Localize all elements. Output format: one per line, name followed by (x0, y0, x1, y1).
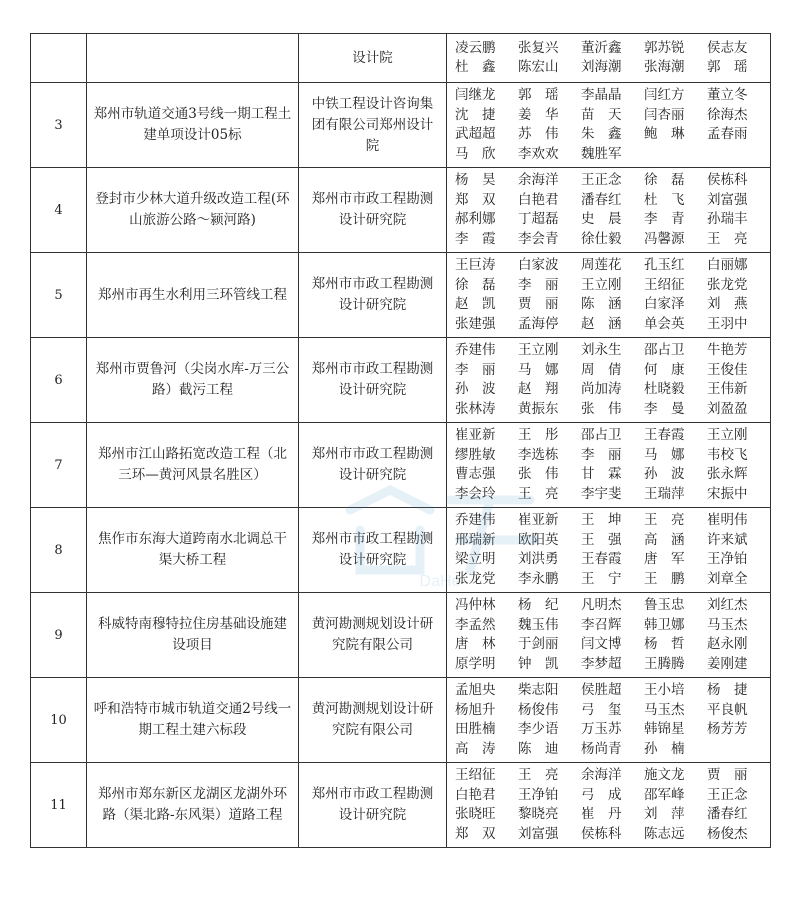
project-name: 郑州市江山路拓宽改造工程（北三环—黄河风景名胜区） (87, 423, 299, 508)
project-name: 登封市少林大道升级改造工程(环山旅游公路～颍河路) (87, 168, 299, 253)
row-number: 10 (31, 678, 87, 763)
participant-names (447, 593, 771, 678)
participant-name: 张复兴 (518, 39, 559, 56)
participant-name: 李 霞 (455, 230, 496, 247)
participant-name: 闫继龙 (455, 87, 496, 103)
awards-table-body (31, 34, 771, 848)
participant-name: 闫文博 (581, 636, 622, 652)
participant-name: 马 娜 (518, 361, 559, 378)
participant-name: 李选栋 (518, 446, 559, 463)
participant-name: 王立刚 (707, 427, 748, 443)
participant-name: 王正念 (581, 172, 622, 188)
participant-name: 白丽娜 (707, 257, 748, 273)
organization-name: 郑州市市政工程勘测设计研究院 (299, 508, 447, 593)
participant-name: 凌云鹏 (455, 39, 496, 56)
row-number: 5 (31, 253, 87, 338)
participant-name: 崔亚新 (518, 512, 559, 528)
participant-name: 苏 伟 (518, 126, 559, 142)
participant-name: 单会英 (644, 315, 685, 332)
participant-name: 韦校飞 (707, 446, 748, 463)
participant-name: 徐 磊 (455, 276, 496, 293)
participant-name: 王小培 (644, 682, 685, 698)
participant-name: 张龙党 (455, 570, 496, 587)
row-number: 6 (31, 338, 87, 423)
participant-name: 沈 捷 (455, 106, 496, 123)
participant-name: 王净铂 (518, 786, 559, 803)
participant-name: 王 鹏 (644, 570, 685, 587)
participant-name: 侯胜超 (581, 682, 622, 698)
participant-name: 姜 华 (518, 106, 559, 123)
participant-name: 王净铂 (707, 551, 748, 567)
participant-name: 白艳君 (518, 191, 559, 208)
participant-name: 朱 鑫 (581, 126, 622, 142)
participant-name: 王瑞萍 (644, 485, 685, 502)
participant-name: 李会青 (518, 230, 559, 247)
participant-name: 李召辉 (581, 616, 622, 633)
participant-name: 张龙党 (707, 276, 748, 293)
participant-name: 杨 捷 (707, 682, 748, 698)
participant-name: 刘富强 (707, 191, 748, 208)
participant-name: 李会玲 (455, 485, 496, 502)
awards-table (30, 33, 771, 848)
table-row (31, 678, 771, 763)
names-grid (455, 766, 770, 844)
participant-name: 杨旭升 (455, 701, 496, 718)
participant-name: 宋振中 (707, 485, 748, 502)
participant-name: 苗 天 (581, 106, 622, 123)
participant-name: 张 伟 (518, 466, 559, 482)
participant-name: 黄振东 (518, 400, 559, 417)
participant-name: 魏玉伟 (518, 616, 559, 633)
participant-name: 刘盈盈 (707, 400, 748, 417)
participant-name: 王正念 (707, 786, 748, 803)
participant-name: 李 青 (644, 211, 685, 227)
project-name (87, 34, 299, 83)
organization-name: 郑州市市政工程勘测设计研究院 (299, 338, 447, 423)
table-row (31, 763, 771, 848)
participant-name: 刘洪勇 (518, 551, 559, 567)
participant-name: 李欢欢 (518, 145, 559, 162)
participant-name: 闫红方 (644, 87, 685, 103)
participant-name: 张 伟 (581, 400, 622, 417)
participant-name: 刘红杰 (707, 597, 748, 613)
participant-name: 孟海停 (518, 315, 559, 332)
table-row (31, 593, 771, 678)
participant-name: 王羽中 (707, 315, 748, 332)
names-grid (455, 341, 770, 419)
table-row (31, 253, 771, 338)
participant-name: 侯栋科 (581, 825, 622, 842)
watermark-text: DaHe (419, 573, 461, 590)
participant-name: 乔建伟 (455, 342, 496, 358)
participant-name: 李晶晶 (581, 87, 622, 103)
organization-name: 郑州市市政工程勘测设计研究院 (299, 253, 447, 338)
participant-name: 李少语 (518, 721, 559, 737)
participant-name: 王绍征 (644, 276, 685, 293)
participant-names (447, 763, 771, 848)
participant-name: 余海洋 (581, 767, 622, 783)
participant-name: 李 丽 (581, 446, 622, 463)
participant-name: 弓 玺 (581, 701, 622, 718)
participant-name: 杜 飞 (644, 191, 685, 208)
participant-name: 王 彤 (518, 427, 559, 443)
participant-name: 杜 鑫 (455, 59, 496, 75)
participant-name: 孟春雨 (707, 126, 748, 142)
names-grid (455, 256, 770, 334)
participant-name: 徐仕毅 (581, 230, 622, 247)
participant-name: 杨 哲 (644, 636, 685, 652)
participant-name: 李梦超 (581, 655, 622, 672)
project-name: 郑州市郑东新区龙湖区龙湖外环路（渠北路-东风渠）道路工程 (87, 763, 299, 848)
participant-name: 贾 丽 (518, 296, 559, 312)
participant-name: 陈 迪 (518, 740, 559, 757)
participant-name: 贾 丽 (707, 767, 748, 783)
participant-name: 王 亮 (518, 485, 559, 502)
participant-name: 于剑丽 (518, 636, 559, 652)
participant-names (447, 678, 771, 763)
participant-name: 王 亮 (644, 512, 685, 528)
names-grid (455, 171, 770, 249)
participant-name: 邢瑞新 (455, 531, 496, 548)
participant-name: 李孟然 (455, 616, 496, 633)
participant-name: 郑 双 (455, 191, 496, 208)
participant-name: 孟旭央 (455, 682, 496, 698)
participant-name: 赵 翔 (518, 381, 559, 397)
organization-name: 黄河勘测规划设计研究院有限公司 (299, 678, 447, 763)
row-number: 3 (31, 83, 87, 168)
participant-name: 张永辉 (707, 466, 748, 482)
participant-name: 平良帆 (707, 701, 748, 718)
names-grid (455, 86, 770, 164)
participant-name: 孙瑞丰 (707, 211, 748, 227)
participant-name: 孙 波 (644, 466, 685, 482)
participant-name: 白家波 (518, 257, 559, 273)
participant-name: 李 丽 (455, 361, 496, 378)
participant-name: 王绍征 (455, 767, 496, 783)
participant-name: 王俊佳 (707, 361, 748, 378)
participant-name: 张建强 (455, 315, 496, 332)
participant-name: 杨俊伟 (518, 701, 559, 718)
participant-name: 侯栋科 (707, 172, 748, 188)
project-name: 郑州市再生水利用三环管线工程 (87, 253, 299, 338)
participant-name: 乔建伟 (455, 512, 496, 528)
participant-name: 弓 成 (581, 786, 622, 803)
participant-names (447, 83, 771, 168)
participant-name: 鲁玉忠 (644, 597, 685, 613)
names-grid (455, 596, 770, 674)
organization-name: 设计院 (299, 34, 447, 83)
participant-name: 尚加涛 (581, 381, 622, 397)
table-row (31, 508, 771, 593)
participant-name: 李永鹏 (518, 570, 559, 587)
participant-name: 鲍 琳 (644, 126, 685, 142)
participant-name: 王立刚 (518, 342, 559, 358)
participant-name: 刘章全 (707, 570, 748, 587)
participant-names (447, 253, 771, 338)
participant-name: 杜晓毅 (644, 381, 685, 397)
participant-name: 王 强 (581, 531, 622, 548)
table-row (31, 83, 771, 168)
table-row (31, 423, 771, 508)
participant-name: 王腾腾 (644, 655, 685, 672)
project-name: 郑州市贾鲁河（尖岗水库-万三公路）截污工程 (87, 338, 299, 423)
table-row (31, 168, 771, 253)
participant-name: 白家泽 (644, 296, 685, 312)
participant-name: 杨尚青 (581, 740, 622, 757)
participant-name: 陈宏山 (518, 59, 559, 75)
participant-name: 白艳君 (455, 786, 496, 803)
participant-name: 马 欣 (455, 145, 496, 162)
participant-name: 赵 凯 (455, 296, 496, 312)
organization-name: 郑州市市政工程勘测设计研究院 (299, 423, 447, 508)
participant-name: 刘海潮 (581, 59, 622, 75)
participant-name: 赵永刚 (707, 636, 748, 652)
participant-name: 邵军峰 (644, 786, 685, 803)
participant-name: 凡明杰 (581, 597, 622, 613)
participant-name: 杨 纪 (518, 597, 559, 613)
participant-name: 韩锦星 (644, 721, 685, 737)
participant-name: 曹志强 (455, 466, 496, 482)
organization-name: 郑州市市政工程勘测设计研究院 (299, 763, 447, 848)
participant-name: 潘春红 (707, 806, 748, 822)
participant-name: 董立冬 (707, 87, 748, 103)
participant-name: 何 康 (644, 361, 685, 378)
participant-name: 武超超 (455, 126, 496, 142)
table-row (31, 34, 771, 83)
participant-name: 杨俊杰 (707, 825, 748, 842)
participant-name: 李 曼 (644, 400, 685, 417)
names-grid (455, 426, 770, 504)
participant-name: 欧阳英 (518, 531, 559, 548)
project-name: 焦作市东海大道跨南水北调总干渠大桥工程 (87, 508, 299, 593)
names-grid (455, 511, 770, 589)
project-name: 科威特南穆特拉住房基础设施建设项目 (87, 593, 299, 678)
project-name: 郑州市轨道交通3号线一期工程土建单项设计05标 (87, 83, 299, 168)
participant-name: 崔亚新 (455, 427, 496, 443)
participant-names (447, 423, 771, 508)
participant-name: 田胜楠 (455, 721, 496, 737)
names-grid (455, 681, 770, 759)
participant-name: 王 宁 (581, 570, 622, 587)
participant-name: 董沂鑫 (581, 39, 622, 56)
participant-name: 郑 双 (455, 825, 496, 842)
participant-name: 潘春红 (581, 191, 622, 208)
participant-name: 史 晨 (581, 211, 622, 227)
participant-names (447, 168, 771, 253)
participant-name: 梁立明 (455, 551, 496, 567)
participant-name: 张晓旺 (455, 806, 496, 822)
participant-name: 赵 涵 (581, 315, 622, 332)
participant-name: 郭苏锐 (644, 39, 685, 56)
participant-name: 王立刚 (581, 276, 622, 293)
participant-name: 牛艳芳 (707, 342, 748, 358)
participant-name: 高 涛 (455, 740, 496, 757)
row-number: 4 (31, 168, 87, 253)
participant-name: 王 亮 (707, 230, 748, 247)
participant-name: 郭 瑶 (518, 87, 559, 103)
participant-name: 崔明伟 (707, 512, 748, 528)
participant-name: 冯馨源 (644, 230, 685, 247)
participant-name: 周莲花 (581, 257, 622, 273)
participant-name: 刘永生 (581, 342, 622, 358)
participant-name: 余海洋 (518, 172, 559, 188)
participant-name: 唐 军 (644, 551, 685, 567)
row-number (31, 34, 87, 83)
participant-name: 侯志友 (707, 39, 748, 56)
row-number: 8 (31, 508, 87, 593)
participant-name: 马玉杰 (707, 616, 748, 633)
participant-name: 缪胜敏 (455, 446, 496, 463)
participant-name: 杨 昊 (455, 172, 496, 188)
project-name: 呼和浩特市城市轨道交通2号线一期工程土建六标段 (87, 678, 299, 763)
row-number: 9 (31, 593, 87, 678)
participant-name: 黎晓亮 (518, 806, 559, 822)
participant-name: 郭 瑶 (707, 59, 748, 75)
participant-name: 邵占卫 (644, 342, 685, 358)
table-row (31, 338, 771, 423)
participant-name: 闫杏丽 (644, 106, 685, 123)
participant-name: 马 娜 (644, 446, 685, 463)
row-number: 11 (31, 763, 87, 848)
participant-name: 张海潮 (644, 59, 685, 75)
participant-name: 徐海杰 (707, 106, 748, 123)
participant-name: 徐 磊 (644, 172, 685, 188)
participant-name: 李宇斐 (581, 485, 622, 502)
participant-name: 万玉苏 (581, 721, 622, 737)
participant-name: 王伟新 (707, 381, 748, 397)
participant-name: 郝利娜 (455, 211, 496, 227)
names-grid (455, 39, 770, 78)
participant-name: 冯仲林 (455, 597, 496, 613)
participant-name: 王巨涛 (455, 257, 496, 273)
participant-name: 甘 霖 (581, 466, 622, 482)
participant-name: 邵占卫 (581, 427, 622, 443)
participant-names (447, 338, 771, 423)
participant-name: 韩卫娜 (644, 616, 685, 633)
participant-name: 张林涛 (455, 400, 496, 417)
participant-names (447, 34, 771, 83)
row-number: 7 (31, 423, 87, 508)
participant-name: 陈 涵 (581, 296, 622, 312)
participant-name: 崔 丹 (581, 806, 622, 822)
organization-name: 中铁工程设计咨询集团有限公司郑州设计院 (299, 83, 447, 168)
participant-name: 唐 林 (455, 636, 496, 652)
participant-name: 周 倩 (581, 361, 622, 378)
participant-name: 柴志阳 (518, 682, 559, 698)
participant-name: 刘 燕 (707, 296, 748, 312)
participant-name: 孙 楠 (644, 740, 685, 757)
participant-name: 王春霞 (644, 427, 685, 443)
participant-name: 施文龙 (644, 767, 685, 783)
participant-name: 丁超磊 (518, 211, 559, 227)
organization-name: 郑州市市政工程勘测设计研究院 (299, 168, 447, 253)
participant-name: 原学明 (455, 655, 496, 672)
participant-name: 杨芳芳 (707, 721, 748, 737)
participant-name: 王 亮 (518, 767, 559, 783)
participant-name: 孙 波 (455, 381, 496, 397)
organization-name: 黄河勘测规划设计研究院有限公司 (299, 593, 447, 678)
participant-name: 姜刚建 (707, 655, 748, 672)
participant-name: 李 丽 (518, 276, 559, 293)
participant-name: 孔玉红 (644, 257, 685, 273)
participant-names (447, 508, 771, 593)
participant-name: 魏胜军 (581, 145, 622, 162)
participant-name: 刘 萍 (644, 806, 685, 822)
participant-name: 王 坤 (581, 512, 622, 528)
participant-name: 陈志远 (644, 825, 685, 842)
participant-name: 马玉杰 (644, 701, 685, 718)
participant-name: 许来斌 (707, 531, 748, 548)
participant-name: 刘富强 (518, 825, 559, 842)
participant-name: 王春霞 (581, 551, 622, 567)
participant-name: 高 涵 (644, 531, 685, 548)
participant-name: 钟 凯 (518, 655, 559, 672)
